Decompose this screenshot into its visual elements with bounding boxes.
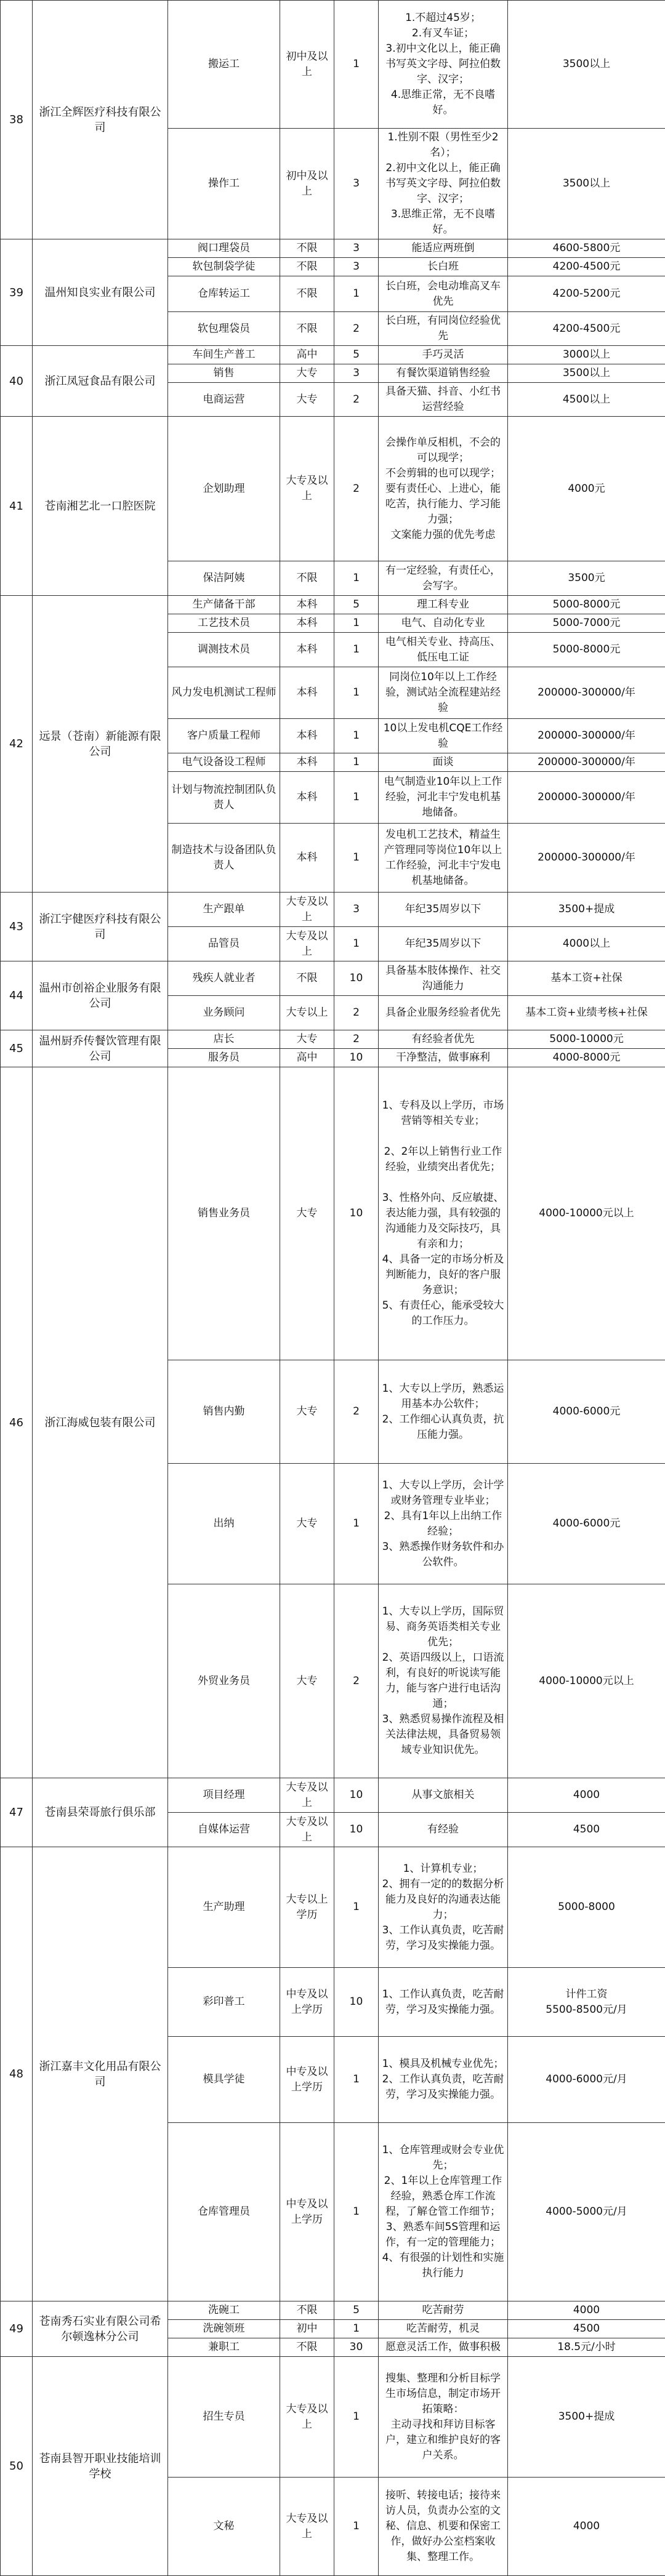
job-requirements: 1.不超过45岁； 2.有叉车证； 3.初中文化以上，能正确书写英文字母、阿拉伯数字、汉字； 4.思维正常，无不良嗜好。	[379, 1, 508, 129]
salary: 4200-4500元	[508, 258, 665, 276]
headcount: 10	[334, 961, 379, 996]
job-requirements: 搜集、整理和分析目标学生市场信息，制定市场开拓策略： 主动寻找和拜访目标客户，建立和维护良好的客户关系。	[379, 2357, 508, 2478]
company-number: 43	[1, 893, 33, 961]
company-number: 41	[1, 417, 33, 596]
company-name: 浙江宇健医疗科技有限公司	[33, 893, 168, 961]
company-name: 温州知良实业有限公司	[33, 239, 168, 346]
education-requirement: 大专	[280, 364, 334, 383]
job-title: 洗碗工	[168, 2301, 280, 2320]
job-requirements: 有经验者优先	[379, 1030, 508, 1049]
job-requirements: 有餐饮渠道销售经验	[379, 364, 508, 383]
job-title: 文秘	[168, 2478, 280, 2576]
company-number: 44	[1, 961, 33, 1030]
headcount: 1	[334, 2320, 379, 2338]
salary: 4000以上	[508, 927, 665, 961]
education-requirement: 不限	[280, 2338, 334, 2357]
table-row	[1, 961, 665, 996]
job-requirements: 年纪35周岁以下	[379, 893, 508, 927]
company-number: 48	[1, 1847, 33, 2301]
headcount: 1	[334, 1847, 379, 1968]
table-row	[1, 2357, 665, 2478]
headcount: 1	[334, 561, 379, 596]
headcount: 1	[334, 614, 379, 633]
headcount: 10	[334, 1813, 379, 1847]
job-title: 电商运营	[168, 383, 280, 417]
education-requirement: 大专及以上	[280, 893, 334, 927]
salary: 3500以上	[508, 129, 665, 239]
job-title: 生产跟单	[168, 893, 280, 927]
table-row	[1, 1030, 665, 1049]
job-title: 品管员	[168, 927, 280, 961]
company-number: 47	[1, 1778, 33, 1847]
table-row	[1, 596, 665, 614]
headcount: 1	[334, 1, 379, 129]
salary: 4000-6000元	[508, 1360, 665, 1464]
education-requirement: 高中	[280, 346, 334, 364]
table-row	[1, 2301, 665, 2320]
headcount: 2	[334, 1584, 379, 1778]
education-requirement: 大专以上	[280, 996, 334, 1030]
salary: 4000-10000元以上	[508, 1067, 665, 1360]
salary: 基本工资+业绩考核+社保	[508, 996, 665, 1030]
company-number: 49	[1, 2301, 33, 2357]
job-requirements: 面谈	[379, 753, 508, 772]
company-name: 远景（苍南）新能源有限公司	[33, 596, 168, 893]
headcount: 5	[334, 2301, 379, 2320]
salary: 200000-300000/年	[508, 753, 665, 772]
education-requirement: 大专	[280, 1584, 334, 1778]
education-requirement: 大专	[280, 1360, 334, 1464]
headcount: 3	[334, 239, 379, 258]
company-name: 苍南湘艺北一口腔医院	[33, 417, 168, 596]
headcount: 3	[334, 258, 379, 276]
job-title: 出纳	[168, 1464, 280, 1584]
education-requirement: 本科	[280, 772, 334, 824]
job-title: 销售	[168, 364, 280, 383]
salary: 4500	[508, 2320, 665, 2338]
headcount: 1	[334, 719, 379, 753]
salary: 200000-300000/年	[508, 824, 665, 893]
job-title: 车间生产普工	[168, 346, 280, 364]
table-row	[1, 1778, 665, 1813]
company-name: 苍南县荣哥旅行俱乐部	[33, 1778, 168, 1847]
company-number: 40	[1, 346, 33, 417]
education-requirement: 大专及以上	[280, 2478, 334, 2576]
job-requirements: 1.性别不限（男性至少2名）； 2.初中文化以上，能正确书写英文字母、阿拉伯数字、汉字； 3.思维正常，无不良嗜好。	[379, 129, 508, 239]
job-listing-body	[1, 1, 665, 2576]
job-requirements: 手巧灵活	[379, 346, 508, 364]
education-requirement: 大专	[280, 1030, 334, 1049]
company-name: 温州市创裕企业服务有限公司	[33, 961, 168, 1030]
headcount: 1	[334, 276, 379, 312]
job-title: 生产助理	[168, 1847, 280, 1968]
company-name: 温州厨乔传餐饮管理有限公司	[33, 1030, 168, 1067]
job-requirements: 10以上发电机CQE工作经验	[379, 719, 508, 753]
education-requirement: 大专及以上	[280, 417, 334, 561]
salary: 3000以上	[508, 346, 665, 364]
headcount: 2	[334, 1030, 379, 1049]
job-requirements: 电气制造业10年以上工作经验，河北丰宁发电机基地储备。	[379, 772, 508, 824]
salary: 5000-8000元	[508, 633, 665, 667]
education-requirement: 初中	[280, 2320, 334, 2338]
company-name: 浙江海威包装有限公司	[33, 1067, 168, 1778]
headcount: 1	[334, 753, 379, 772]
job-title: 仓库管理员	[168, 2123, 280, 2301]
salary: 5000-8000	[508, 1847, 665, 1968]
job-requirements: 理工科专业	[379, 596, 508, 614]
education-requirement: 不限	[280, 258, 334, 276]
table-row	[1, 893, 665, 927]
education-requirement: 大专及以上	[280, 927, 334, 961]
job-title: 制造技术与设备团队负责人	[168, 824, 280, 893]
salary: 基本工资+社保	[508, 961, 665, 996]
education-requirement: 不限	[280, 239, 334, 258]
salary: 4000-8000元	[508, 1049, 665, 1067]
education-requirement: 初中及以上	[280, 129, 334, 239]
table-row	[1, 1847, 665, 1968]
company-name: 浙江凤冠食品有限公司	[33, 346, 168, 417]
headcount: 2	[334, 996, 379, 1030]
education-requirement: 不限	[280, 2301, 334, 2320]
job-title: 仓库转运工	[168, 276, 280, 312]
job-requirements: 愿意灵活工作，做事积极	[379, 2338, 508, 2357]
headcount: 5	[334, 596, 379, 614]
company-number: 45	[1, 1030, 33, 1067]
job-requirements: 长白班，会电动堆高叉车优先	[379, 276, 508, 312]
job-title: 销售业务员	[168, 1067, 280, 1360]
headcount: 1	[334, 2357, 379, 2478]
headcount: 1	[334, 2037, 379, 2123]
headcount: 2	[334, 1360, 379, 1464]
headcount: 5	[334, 346, 379, 364]
salary: 3500以上	[508, 1, 665, 129]
job-title: 阀口理袋员	[168, 239, 280, 258]
job-title: 外贸业务员	[168, 1584, 280, 1778]
job-requirements: 长白班	[379, 258, 508, 276]
job-requirements: 1、大专以上学历，熟悉运用基本办公软件； 2、工作细心认真负责，抗压能力强。	[379, 1360, 508, 1464]
job-title: 软包理袋员	[168, 312, 280, 346]
table-row	[1, 1, 665, 129]
headcount: 1	[334, 927, 379, 961]
education-requirement: 本科	[280, 753, 334, 772]
job-requirements: 1、工作认真负责，吃苦耐劳，学习及实操能力强。	[379, 1968, 508, 2037]
salary: 3500+提成	[508, 893, 665, 927]
company-name: 苍南县智开职业技能培训学校	[33, 2357, 168, 2576]
company-name: 浙江全辉医疗科技有限公司	[33, 1, 168, 239]
education-requirement: 大专以上学历	[280, 1847, 334, 1968]
job-requirements: 年纪35周岁以下	[379, 927, 508, 961]
salary: 4000	[508, 2301, 665, 2320]
headcount: 1	[334, 667, 379, 719]
salary: 4200-5200元	[508, 276, 665, 312]
education-requirement: 大专	[280, 1464, 334, 1584]
headcount: 1	[334, 772, 379, 824]
job-title: 操作工	[168, 129, 280, 239]
salary: 4000	[508, 2478, 665, 2576]
salary: 4500	[508, 1813, 665, 1847]
salary: 3500以上	[508, 364, 665, 383]
job-requirements: 长白班，有同岗位经验优先	[379, 312, 508, 346]
table-row	[1, 346, 665, 364]
headcount: 1	[334, 1464, 379, 1584]
job-requirements: 1、大专以上学历，国际贸易、商务英语类相关专业优先； 2、英语四级以上，口语流利，有良好的听说读写能力，能与客户进行电话沟通； 3、熟悉贸易操作流程及相关法律法规，具备贸易领域专业知识优先。	[379, 1584, 508, 1778]
job-title: 销售内勤	[168, 1360, 280, 1464]
company-number: 38	[1, 1, 33, 239]
job-requirements: 1、专科及以上学历，市场营销等相关专业； 2、2年以上销售行业工作经验，业绩突出者优先； 3、性格外向、反应敏捷、表达能力强，具有较强的沟通能力及交际技巧，具有亲和力； 4、具备一定的市场分析及判断能力，良好的客户服务意识； 5、有责任心，能承受较大的工作压力。	[379, 1067, 508, 1360]
job-title: 兼职工	[168, 2338, 280, 2357]
salary: 5000-10000元	[508, 1030, 665, 1049]
job-requirements: 吃苦耐劳，机灵	[379, 2320, 508, 2338]
education-requirement: 不限	[280, 312, 334, 346]
headcount: 1	[334, 2478, 379, 2576]
job-title: 风力发电机测试工程师	[168, 667, 280, 719]
salary: 4000-6000元	[508, 1464, 665, 1584]
education-requirement: 本科	[280, 633, 334, 667]
salary: 18.5元/小时	[508, 2338, 665, 2357]
headcount: 10	[334, 1067, 379, 1360]
job-title: 调测技术员	[168, 633, 280, 667]
job-title: 电气设备设工程师	[168, 753, 280, 772]
headcount: 1	[334, 824, 379, 893]
education-requirement: 大专	[280, 383, 334, 417]
job-requirements: 有一定经验，有责任心，会写字。	[379, 561, 508, 596]
salary: 5000-8000元	[508, 596, 665, 614]
job-title: 搬运工	[168, 1, 280, 129]
job-requirements: 具备天猫、抖音、小红书运营经验	[379, 383, 508, 417]
headcount: 3	[334, 129, 379, 239]
company-number: 50	[1, 2357, 33, 2576]
job-requirements: 从事文旅相关	[379, 1778, 508, 1813]
headcount: 3	[334, 893, 379, 927]
education-requirement: 高中	[280, 1049, 334, 1067]
table-row	[1, 417, 665, 561]
job-title: 工艺技术员	[168, 614, 280, 633]
job-title: 服务员	[168, 1049, 280, 1067]
salary: 200000-300000/年	[508, 772, 665, 824]
job-title: 软包制袋学徒	[168, 258, 280, 276]
job-title: 生产储备干部	[168, 596, 280, 614]
job-requirements: 1、仓库管理或财会专业优先； 2、1年以上仓库管理工作经验，熟悉仓库工作流程，了解仓管工作细节； 3、熟悉车间5S管理和运作，有一定的管理能力； 4、有很强的计划性和实施执行能力	[379, 2123, 508, 2301]
job-requirements: 会操作单反相机，不会的可以现学； 不会剪辑的也可以现学； 要有责任心、上进心，能吃苦，执行能力、学习能力强； 文案能力强的优先考虑	[379, 417, 508, 561]
education-requirement: 大专及以上	[280, 1778, 334, 1813]
headcount: 10	[334, 1968, 379, 2037]
headcount: 10	[334, 1778, 379, 1813]
job-title: 企划助理	[168, 417, 280, 561]
job-requirements: 发电机工艺技术，精益生产管理同等岗位10年以上工作经验，河北丰宁发电机基地储备。	[379, 824, 508, 893]
job-requirements: 能适应两班倒	[379, 239, 508, 258]
headcount: 2	[334, 312, 379, 346]
table-row	[1, 239, 665, 258]
salary: 4500以上	[508, 383, 665, 417]
headcount: 2	[334, 383, 379, 417]
job-title: 计划与物流控制团队负责人	[168, 772, 280, 824]
job-title: 自媒体运营	[168, 1813, 280, 1847]
salary: 3500元	[508, 561, 665, 596]
education-requirement: 不限	[280, 561, 334, 596]
job-requirements: 1、模具及机械专业优先； 2、工作认真负责，吃苦耐劳，学习及实操能力强。	[379, 2037, 508, 2123]
table-row	[1, 1067, 665, 1360]
salary: 4000-10000元以上	[508, 1584, 665, 1778]
education-requirement: 不限	[280, 961, 334, 996]
education-requirement: 中专及以上学历	[280, 2123, 334, 2301]
job-title: 模具学徒	[168, 2037, 280, 2123]
job-title: 残疾人就业者	[168, 961, 280, 996]
education-requirement: 不限	[280, 276, 334, 312]
company-number: 42	[1, 596, 33, 893]
company-number: 46	[1, 1067, 33, 1778]
job-title: 店长	[168, 1030, 280, 1049]
salary: 200000-300000/年	[508, 667, 665, 719]
job-requirements: 具备基本肢体操作、社交沟通能力	[379, 961, 508, 996]
job-requirements: 电气、自动化专业	[379, 614, 508, 633]
job-requirements: 同岗位10年以上工作经验，测试站全流程建站经验	[379, 667, 508, 719]
job-requirements: 1、大专以上学历，会计学或财务管理专业毕业； 2、具有1年以上出纳工作经验； 3、熟悉操作财务软件和办公软件。	[379, 1464, 508, 1584]
job-title: 业务顾问	[168, 996, 280, 1030]
job-requirements: 具备企业服务经验者优先	[379, 996, 508, 1030]
headcount: 2	[334, 417, 379, 561]
education-requirement: 大专及以上	[280, 2357, 334, 2478]
salary: 3500+提成	[508, 2357, 665, 2478]
job-requirements: 电气相关专业、持高压、低压电工证	[379, 633, 508, 667]
job-title: 项目经理	[168, 1778, 280, 1813]
education-requirement: 大专	[280, 1067, 334, 1360]
job-title: 保洁阿姨	[168, 561, 280, 596]
education-requirement: 本科	[280, 596, 334, 614]
job-requirements: 接听、转接电话；接待来访人员，负责办公室的文秘、信息、机要和保密工作，做好办公室档案收集、整理工作。	[379, 2478, 508, 2576]
salary: 4000	[508, 1778, 665, 1813]
job-requirements: 干净整洁，做事麻利	[379, 1049, 508, 1067]
salary: 200000-300000/年	[508, 719, 665, 753]
headcount: 30	[334, 2338, 379, 2357]
job-requirements: 有经验	[379, 1813, 508, 1847]
headcount: 10	[334, 1049, 379, 1067]
company-number: 39	[1, 239, 33, 346]
company-name: 浙江嘉丰文化用品有限公司	[33, 1847, 168, 2301]
salary: 4600-5800元	[508, 239, 665, 258]
salary: 4000元	[508, 417, 665, 561]
salary: 5000-7000元	[508, 614, 665, 633]
company-name: 苍南秀石实业有限公司希尔顿逸林分公司	[33, 2301, 168, 2357]
headcount: 1	[334, 2123, 379, 2301]
job-title: 招生专员	[168, 2357, 280, 2478]
salary: 4200-4500元	[508, 312, 665, 346]
job-requirements: 吃苦耐劳	[379, 2301, 508, 2320]
job-requirements: 1、计算机专业； 2、拥有一定的的数据分析能力及良好的沟通表达能力； 3、工作认真负责，吃苦耐劳，学习及实操能力强。	[379, 1847, 508, 1968]
job-title: 洗碗领班	[168, 2320, 280, 2338]
education-requirement: 中专及以上学历	[280, 1968, 334, 2037]
job-title: 彩印普工	[168, 1968, 280, 2037]
education-requirement: 本科	[280, 614, 334, 633]
salary: 4000-6000元/月	[508, 2037, 665, 2123]
salary: 4000-5000元/月	[508, 2123, 665, 2301]
education-requirement: 本科	[280, 719, 334, 753]
education-requirement: 本科	[280, 824, 334, 893]
education-requirement: 初中及以上	[280, 1, 334, 129]
job-title: 客户质量工程师	[168, 719, 280, 753]
headcount: 1	[334, 633, 379, 667]
education-requirement: 中专及以上学历	[280, 2037, 334, 2123]
salary: 计件工资 5500-8500元/月	[508, 1968, 665, 2037]
education-requirement: 本科	[280, 667, 334, 719]
headcount: 3	[334, 364, 379, 383]
education-requirement: 大专及以上	[280, 1813, 334, 1847]
